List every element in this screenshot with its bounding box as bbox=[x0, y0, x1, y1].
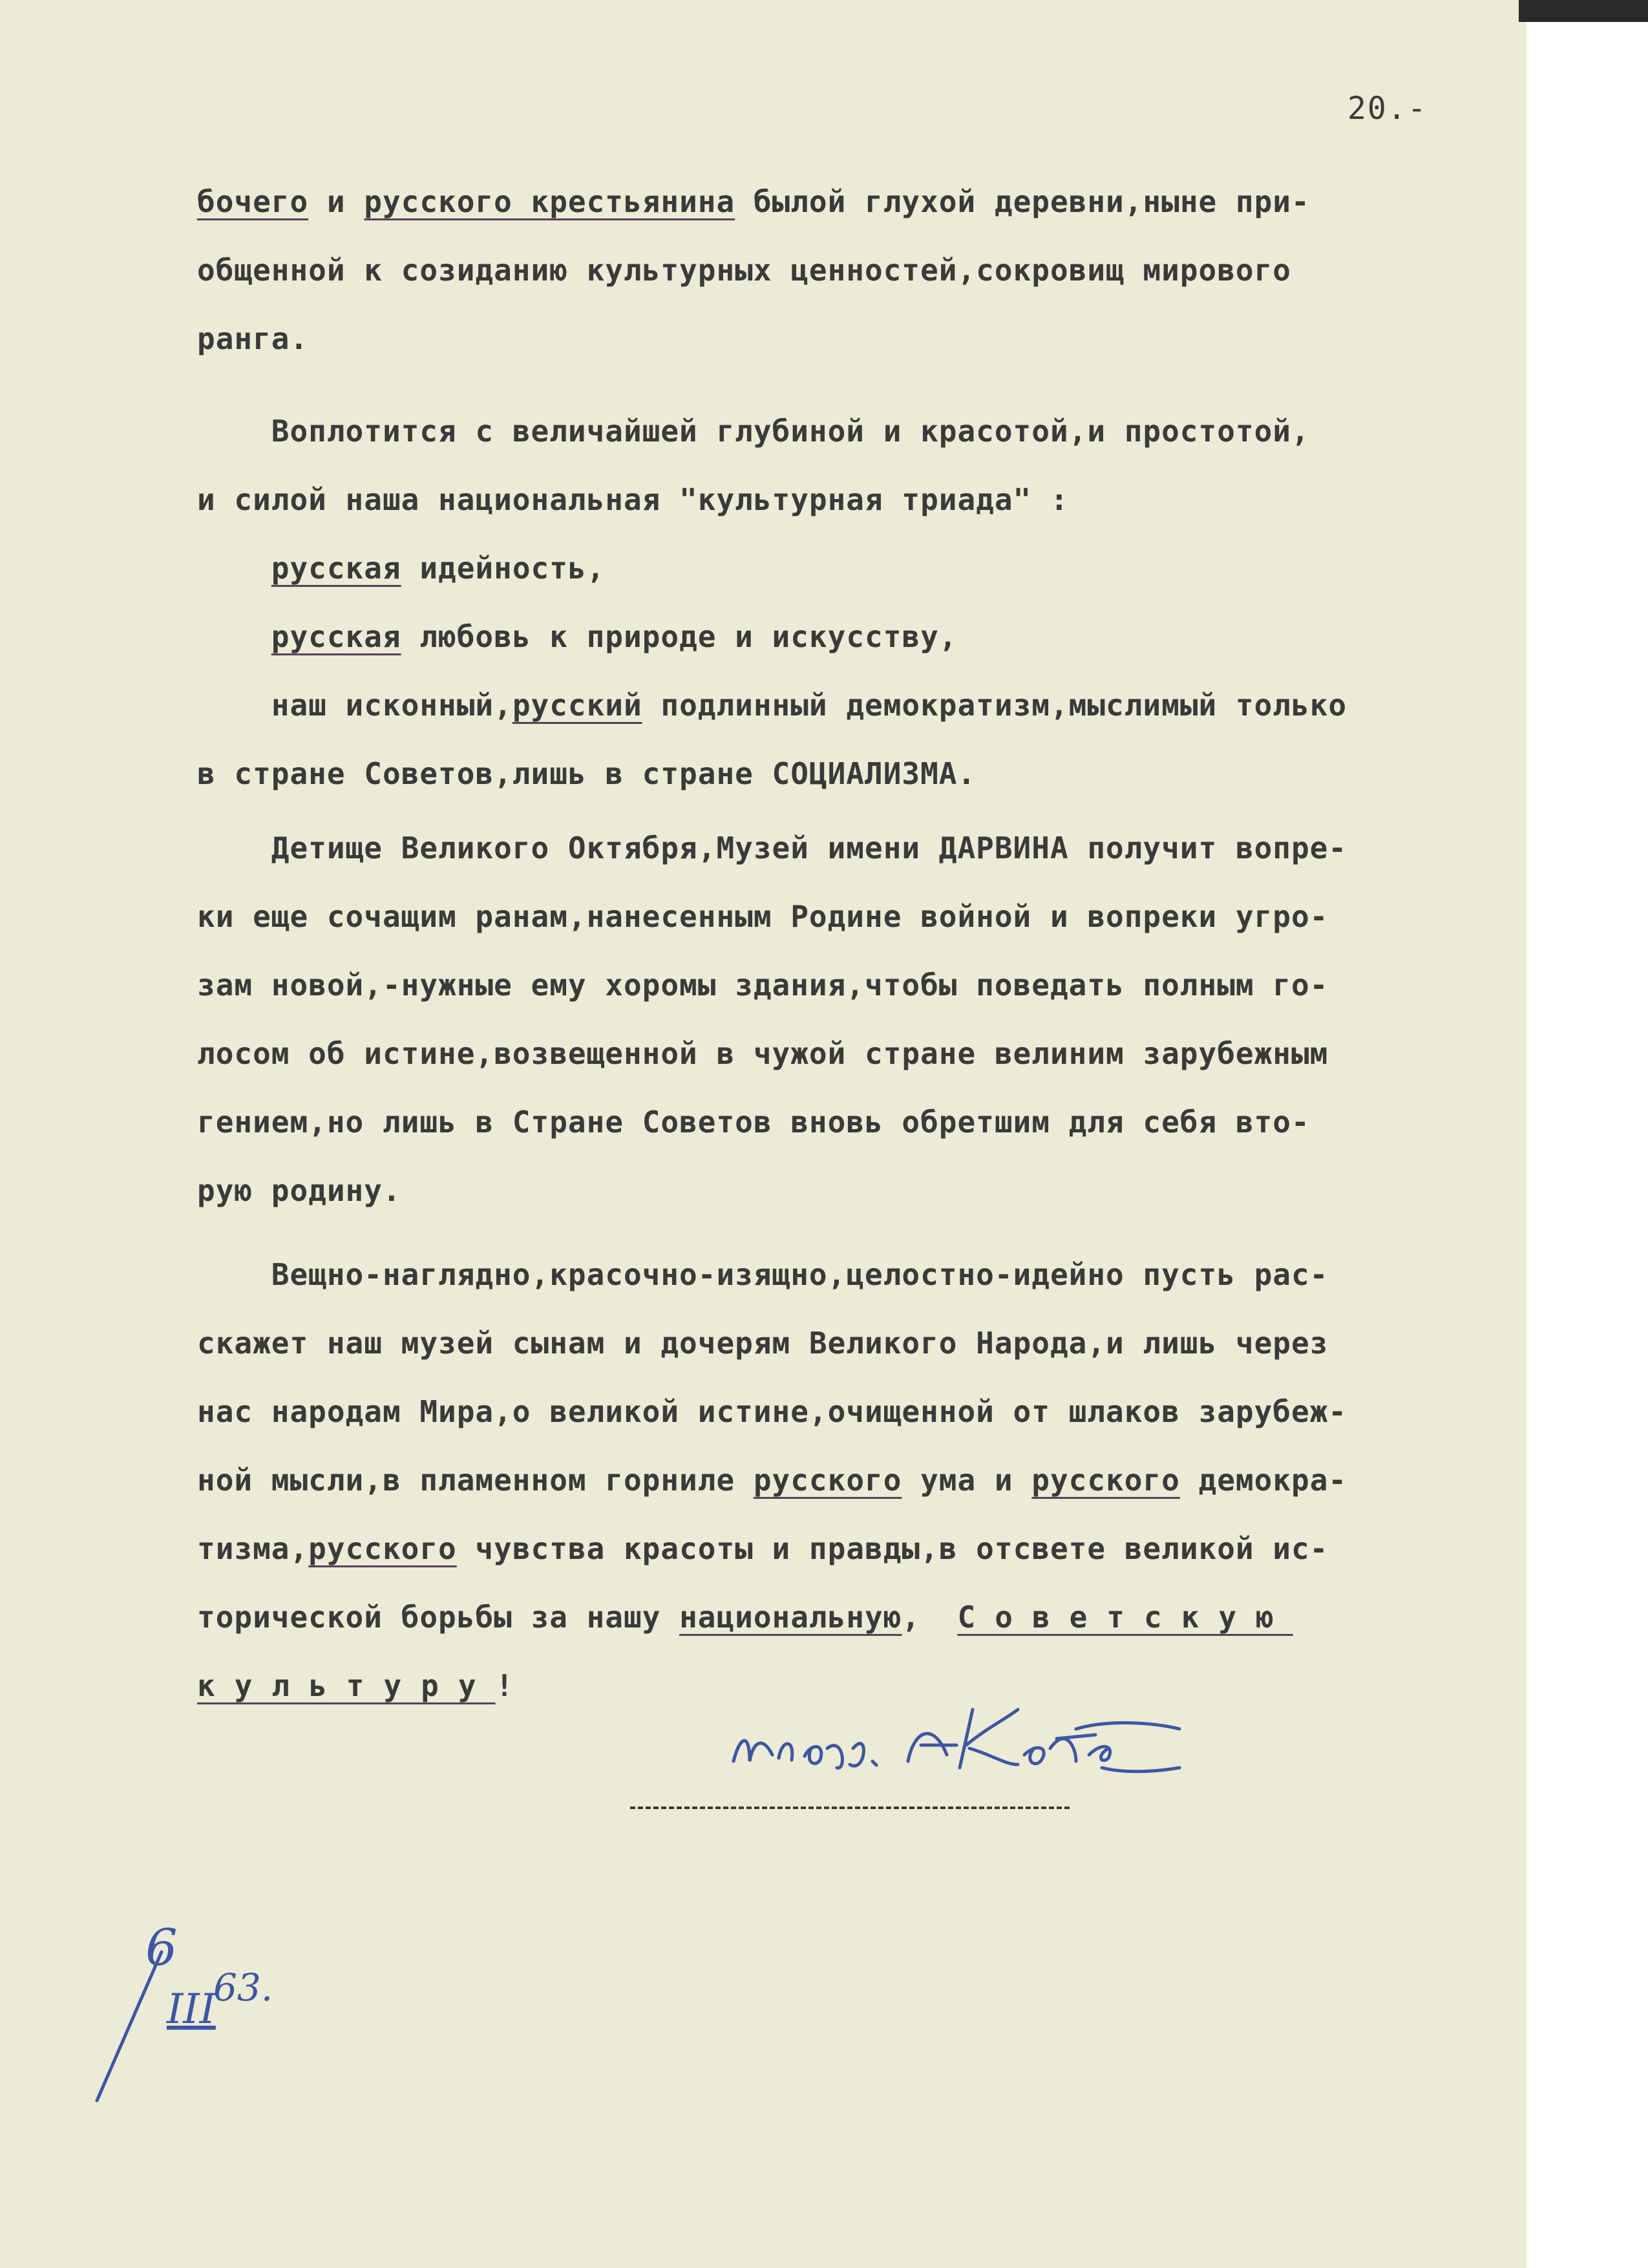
text-segment: ки еще сочащим ранам,нанесенным Родине войной и вопреки угро- bbox=[197, 899, 1329, 934]
text-segment: подлинный демократизм,мыслимый только bbox=[642, 688, 1347, 723]
handwritten-signature bbox=[714, 1684, 1244, 1794]
text-line bbox=[197, 1394, 1347, 1429]
text-line bbox=[197, 831, 1347, 865]
text-segment bbox=[197, 619, 271, 654]
text-segment: , bbox=[902, 1600, 958, 1635]
text-segment: Воплотится с величайшей глубиной и красотой,и простотой, bbox=[197, 414, 1310, 449]
text-segment: рую родину. bbox=[197, 1173, 401, 1208]
scan-margin bbox=[1527, 0, 1648, 2268]
underlined-text: бочего bbox=[197, 184, 309, 219]
text-line bbox=[197, 1036, 1328, 1071]
text-segment: былой глухой деревни,ныне при- bbox=[735, 184, 1310, 219]
text-segment: ! bbox=[495, 1668, 514, 1703]
text-line bbox=[197, 1600, 1293, 1635]
page-number: 20.- bbox=[1347, 90, 1428, 127]
text-line bbox=[197, 551, 605, 586]
date-year: 63. bbox=[213, 1966, 273, 2009]
underlined-text: русская bbox=[271, 551, 401, 586]
text-line bbox=[197, 1463, 1347, 1498]
text-segment: в стране Советов,лишь в стране СОЦИАЛИЗМА. bbox=[197, 756, 977, 791]
date-day: 6 bbox=[145, 1919, 178, 1977]
text-line bbox=[197, 756, 976, 791]
text-line bbox=[197, 619, 958, 654]
text-segment: ума и bbox=[902, 1463, 1032, 1498]
text-line bbox=[197, 1257, 1328, 1292]
underlined-text: русского bbox=[753, 1463, 902, 1498]
scan-edge bbox=[1519, 0, 1648, 22]
text-line bbox=[197, 688, 1347, 723]
text-segment: демокра- bbox=[1179, 1463, 1347, 1498]
text-segment: любовь к природе и искусству, bbox=[401, 619, 958, 654]
text-segment: Детище Великого Октября,Музей имени ДАРВИНА получит вопре- bbox=[197, 831, 1347, 865]
text-segment: лосом об истине,возвещенной в чужой стране велиним зарубежным bbox=[197, 1036, 1329, 1071]
underlined-text: русского bbox=[1031, 1463, 1180, 1498]
date-month: III bbox=[167, 1986, 216, 2033]
text-segment: общенной к созиданию культурных ценностей,сокровищ мирового bbox=[197, 253, 1291, 288]
underlined-text: русская bbox=[271, 619, 401, 654]
text-segment: и bbox=[308, 184, 364, 219]
underlined-text: Советскую bbox=[957, 1600, 1293, 1635]
underlined-text: русского крестьянина bbox=[364, 184, 735, 219]
text-segment: наш исконный, bbox=[197, 688, 512, 723]
text-line bbox=[197, 1531, 1328, 1566]
text-line bbox=[197, 414, 1310, 449]
text-segment: тизма, bbox=[197, 1531, 309, 1566]
text-segment: скажет наш музей сынам и дочерям Великого Народа,и лишь через bbox=[197, 1326, 1329, 1361]
text-segment: гением,но лишь в Стране Советов вновь обретшим для себя вто- bbox=[197, 1105, 1310, 1139]
text-line bbox=[197, 1326, 1328, 1361]
text-segment bbox=[197, 551, 271, 586]
underlined-text: культуру bbox=[197, 1668, 496, 1703]
text-segment: ранга. bbox=[197, 321, 309, 356]
text-line bbox=[197, 1668, 514, 1703]
text-segment: чувства красоты и правды,в отсвете великой ис- bbox=[456, 1531, 1329, 1566]
handwritten-date bbox=[84, 1913, 297, 2107]
text-line bbox=[197, 184, 1310, 219]
text-line bbox=[197, 899, 1328, 934]
text-line bbox=[197, 1173, 401, 1208]
text-segment: Вещно-наглядно,красочно-изящно,целостно-идейно пусть рас- bbox=[197, 1257, 1329, 1292]
text-line bbox=[197, 1105, 1310, 1139]
text-segment: идейность, bbox=[401, 551, 606, 586]
text-segment: ной мысли,в пламенном горниле bbox=[197, 1463, 754, 1498]
text-line bbox=[197, 321, 308, 356]
text-segment: торической борьбы за нашу bbox=[197, 1600, 680, 1635]
text-segment: зам новой,-нужные ему хоромы здания,чтобы поведать полным го- bbox=[197, 968, 1329, 1002]
underlined-text: национальную bbox=[679, 1600, 902, 1635]
text-line bbox=[197, 253, 1291, 288]
closing-rule bbox=[630, 1807, 1070, 1809]
text-segment: и силой наша национальная "культурная триада" : bbox=[197, 482, 1069, 517]
text-line bbox=[197, 482, 1069, 517]
underlined-text: русского bbox=[308, 1531, 457, 1566]
text-line bbox=[197, 968, 1328, 1002]
underlined-text: русский bbox=[512, 688, 642, 723]
text-segment: нас народам Мира,о великой истине,очищенной от шлаков зарубеж- bbox=[197, 1394, 1347, 1429]
